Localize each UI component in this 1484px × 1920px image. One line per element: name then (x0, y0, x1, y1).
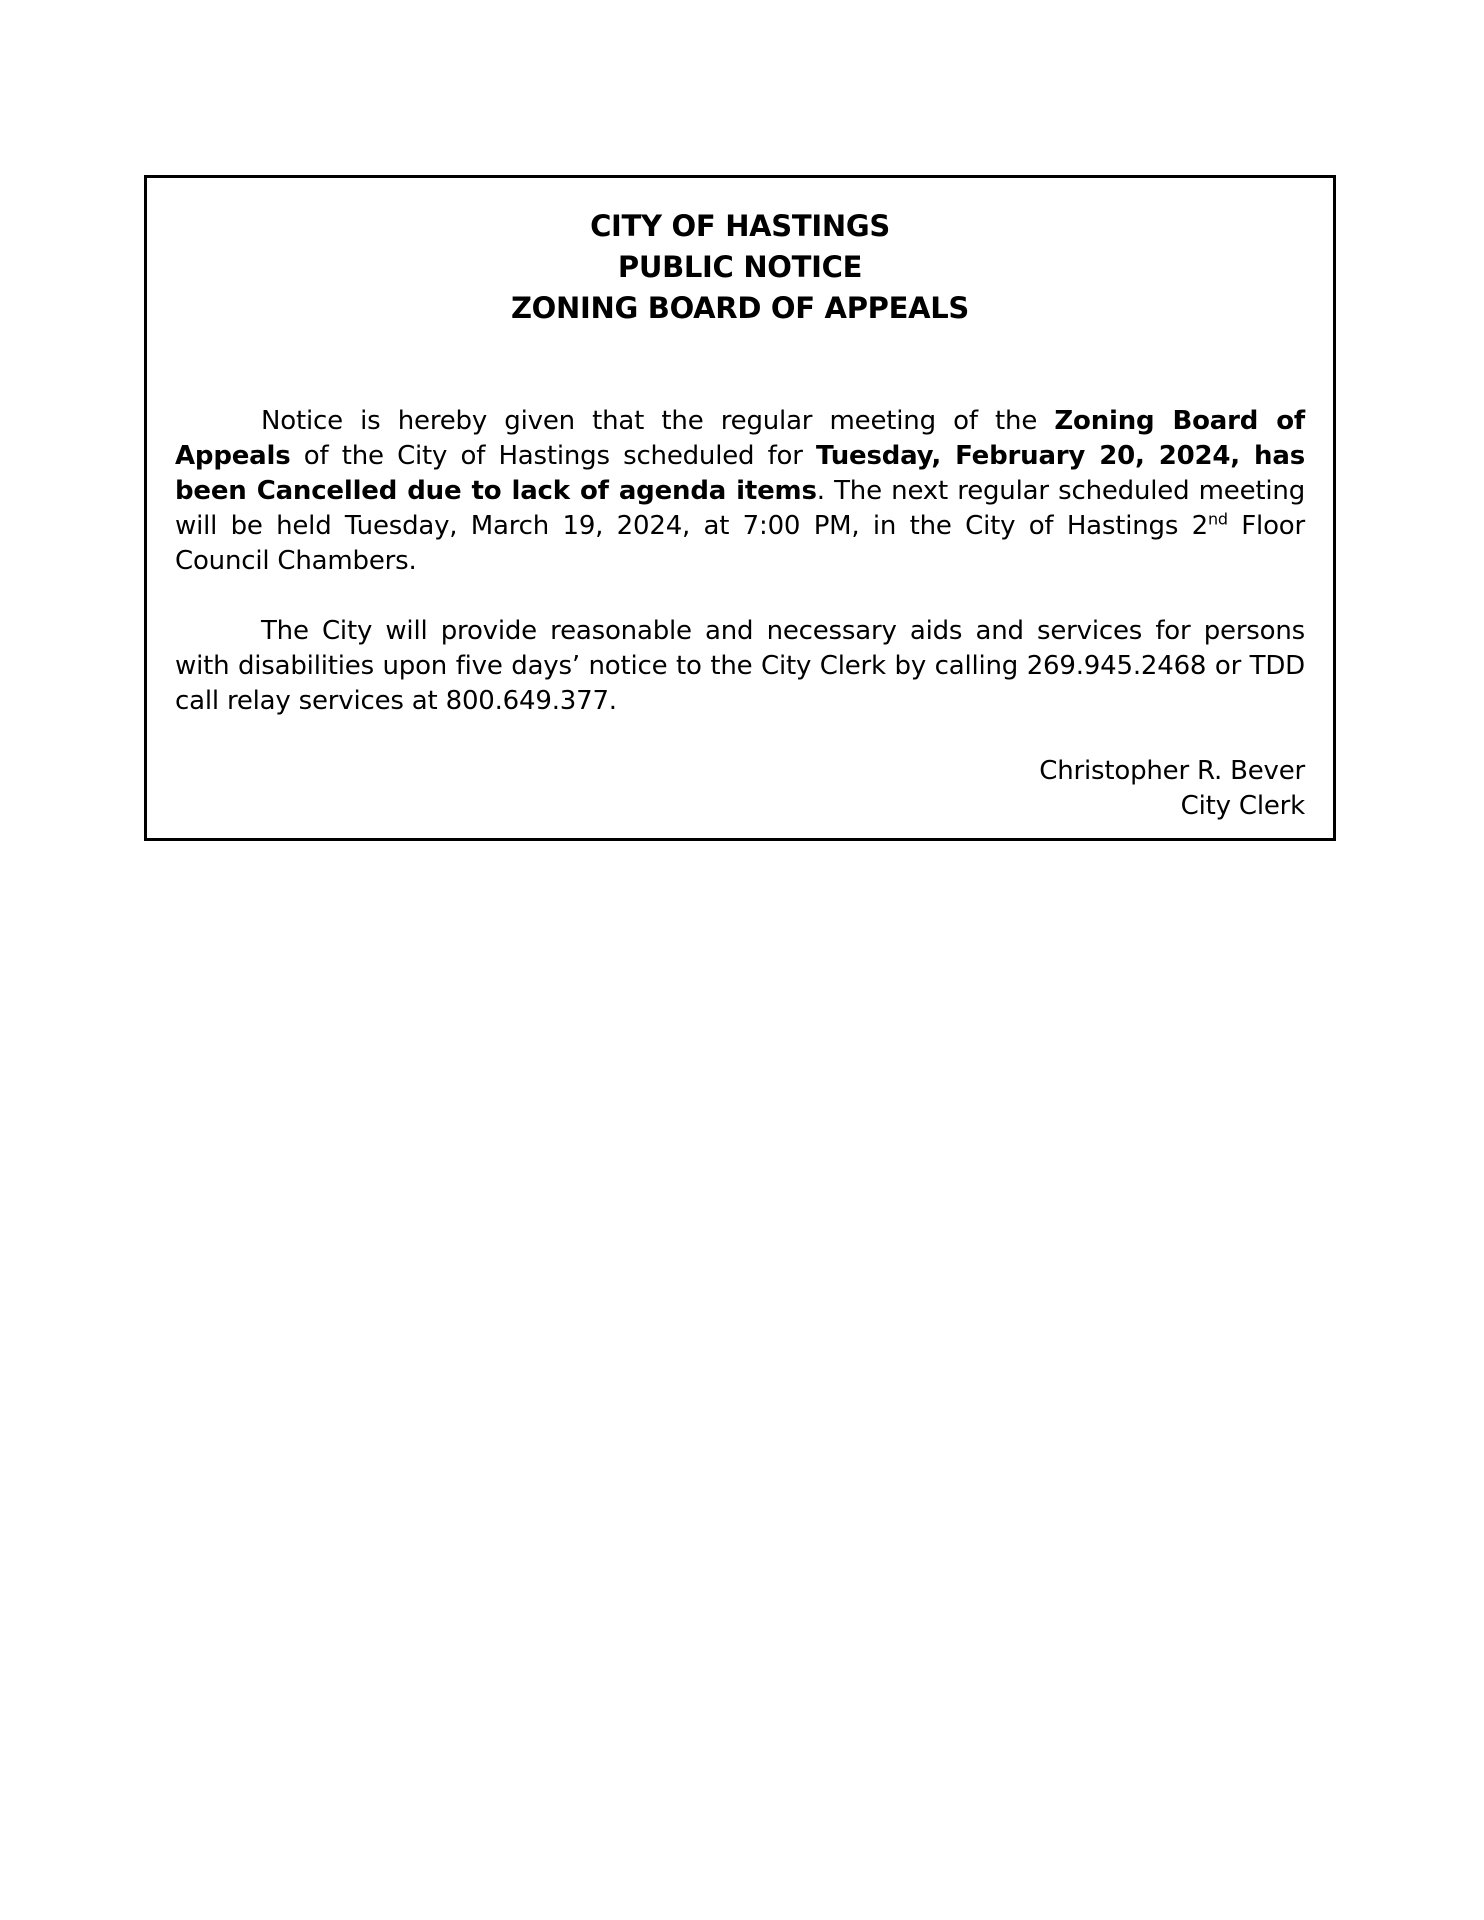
para1-text-c: . The next regular scheduled meeting will be held Tuesday, March 19, 2024, at 7:00 PM, in the City of Hastings 2 (175, 476, 1306, 541)
heading-board: ZONING BOARD OF APPEALS (510, 291, 970, 325)
public-notice-box (144, 175, 1336, 841)
notice-heading (175, 206, 1305, 329)
signature-name: Christopher R. Bever (1039, 756, 1305, 786)
signature-block (175, 754, 1305, 824)
para1-cancellation: Tuesday, February 20, 2024, has been Cancelled due to lack of agenda items (175, 441, 1305, 506)
para1-text-b: of the City of Hastings scheduled for (290, 441, 817, 471)
cancellation-paragraph (175, 404, 1305, 579)
para1-text-a: Notice is hereby given that the regular meeting of the (261, 406, 1055, 436)
heading-public-notice: PUBLIC NOTICE (617, 250, 863, 284)
para1-board-name: Zoning Board of Appeals (175, 406, 1305, 471)
signature-title: City Clerk (1180, 791, 1305, 821)
para1-superscript: nd (1207, 509, 1228, 529)
para1-text-d: Floor Council Chambers. (175, 511, 1305, 576)
heading-city: CITY OF HASTINGS (590, 209, 890, 243)
accessibility-paragraph: The City will provide reasonable and necessary aids and services for persons with disabilities upon five days’ notice to the City Clerk by calling 269.945.2468 or TDD call relay services at 800.649.377. (175, 616, 1305, 716)
